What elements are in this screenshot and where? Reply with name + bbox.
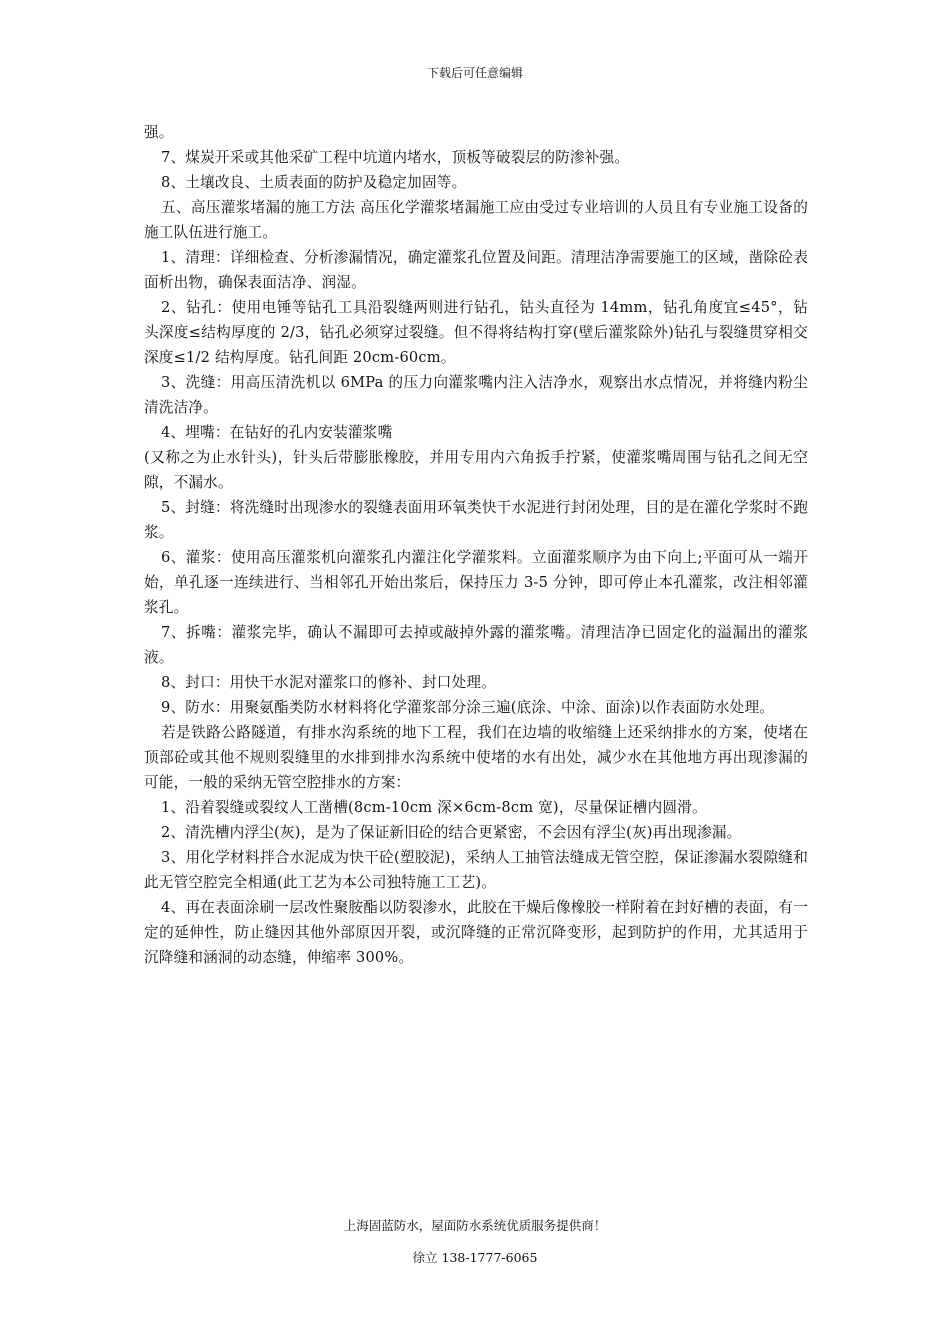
paragraph: 4、埋嘴：在钻好的孔内安装灌浆嘴 — [161, 424, 393, 441]
paragraph: 7、煤炭开采或其他采矿工程中坑道内堵水，顶板等破裂层的防渗补强。 — [161, 149, 630, 166]
paragraph: 2、钻孔：使用电锤等钻孔工具沿裂缝两则进行钻孔，钻头直径为 14mm，钻孔角度宜≤45°，钻头深度≤结构厚度的 2/3，钻孔必须穿过裂缝。但不得将结构打穿(壁后灌浆除外)钻孔与裂缝贯穿相交深度≤1/2 结构厚度。钻孔间距 20cm-60cm。 — [144, 299, 808, 366]
paragraph: (又称之为止水针头)，针头后带膨胀橡胶，并用专用内六角扳手拧紧，使灌浆嘴周围与钻孔之间无空隙，不漏水。 — [144, 449, 808, 491]
paragraph: 3、用化学材料拌合水泥成为快干砼(塑胶泥)，采纳人工抽管法缝成无管空腔，保证渗漏水裂隙缝和此无管空腔完全相通(此工艺为本公司独特施工工艺)。 — [144, 849, 808, 891]
paragraph: 1、清理：详细检查、分析渗漏情况，确定灌浆孔位置及间距。清理洁净需要施工的区域，凿除砼表面析出物，确保表面洁净、润湿。 — [144, 249, 808, 291]
page-header-note: 下载后可任意编辑 — [426, 66, 523, 80]
paragraph: 强。 — [144, 124, 174, 141]
paragraph: 2、清洗槽内浮尘(灰)，是为了保证新旧砼的结合更紧密，不会因有浮尘(灰)再出现渗漏。 — [161, 824, 742, 841]
paragraph: 5、封缝：将洗缝时出现渗水的裂缝表面用环氧类快干水泥进行封闭处理，目的是在灌化学浆时不跑浆。 — [144, 499, 808, 541]
paragraph: 6、灌浆：使用高压灌浆机向灌浆孔内灌注化学灌浆料。立面灌浆顺序为由下向上;平面可从一端开始，单孔逐一连续进行、当相邻孔开始出浆后，保持压力 3-5 分钟，即可停止本孔灌浆，改注相邻灌浆孔。 — [144, 549, 808, 616]
document-body — [144, 120, 808, 970]
footer-contact: 徐立 138-1777-6065 — [412, 1250, 538, 1265]
paragraph: 4、再在表面涂刷一层改性聚胺酯以防裂渗水，此胶在干燥后像橡胶一样附着在封好槽的表面，有一定的延伸性，防止缝因其他外部原因开裂，或沉降缝的正常沉降变形，起到防护的作用，尤其适用于沉降缝和涵洞的动态缝，伸缩率 300%。 — [144, 899, 808, 966]
paragraph: 8、土壤改良、土质表面的防护及稳定加固等。 — [161, 174, 467, 191]
paragraph: 9、防水：用聚氨酯类防水材料将化学灌浆部分涂三遍(底涂、中涂、面涂)以作表面防水处理。 — [161, 699, 775, 716]
paragraph: 五、高压灌浆堵漏的施工方法 高压化学灌浆堵漏施工应由受过专业培训的人员且有专业施工设备的施工队伍进行施工。 — [144, 199, 808, 241]
paragraph: 7、拆嘴：灌浆完毕，确认不漏即可去掉或敲掉外露的灌浆嘴。清理洁净已固定化的溢漏出的灌浆液。 — [144, 624, 808, 666]
footer-slogan: 上海固蓝防水，屋面防水系统优质服务提供商！ — [343, 1218, 607, 1233]
paragraph: 若是铁路公路隧道，有排水沟系统的地下工程，我们在边墙的收缩缝上还采纳排水的方案，使堵在顶部砼或其他不规则裂缝里的水排到排水沟系统中使堵的水有出处，减少水在其他地方再出现渗漏的可能，一般的采纳无管空腔排水的方案： — [144, 724, 808, 791]
paragraph: 3、洗缝：用高压清洗机以 6MPa 的压力向灌浆嘴内注入洁净水，观察出水点情况，并将缝内粉尘清洗洁净。 — [144, 374, 808, 416]
paragraph: 1、沿着裂缝或裂纹人工凿槽(8cm-10cm 深×6cm-8cm 宽)，尽量保证槽内圆滑。 — [161, 799, 707, 816]
paragraph: 8、封口：用快干水泥对灌浆口的修补、封口处理。 — [161, 674, 496, 691]
